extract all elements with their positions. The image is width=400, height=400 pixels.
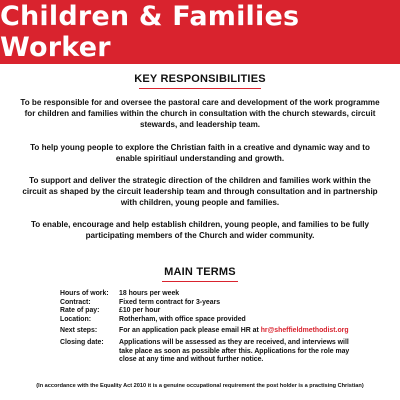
term-label: Rate of pay: xyxy=(60,307,100,315)
term-label: Hours of work: xyxy=(60,290,109,297)
responsibilities-heading-underline xyxy=(139,88,261,89)
term-label: Closing date: xyxy=(60,338,104,346)
responsibility-paragraph: To help young people to explore the Christian faith in a creative and dynamic way and to enable spiritiaul understanding and growth. xyxy=(30,143,370,163)
terms-table xyxy=(60,290,350,365)
page-title: Children & Families Worker xyxy=(0,1,300,63)
terms-row xyxy=(60,316,350,325)
terms-row xyxy=(60,324,350,336)
terms-row xyxy=(60,336,350,365)
responsibility-paragraph: To be responsible for and oversee the pastoral care and development of the work programme for children and families within the church in consultation with the church stewards, circuit stewards, and leadership team. xyxy=(20,98,380,129)
term-value: 18 hours per week xyxy=(119,290,180,297)
equality-act-note: (In accordance with the Equality Act 2010 it is a genuine occupational requirement the post holder is a practising Christian) xyxy=(36,383,364,389)
responsibility-paragraph: To enable, encourage and help establish children, young people, and families to be fully participating members of the Church and wider community. xyxy=(30,220,370,240)
title-banner xyxy=(0,0,400,64)
hr-email-link[interactable]: hr@sheffieldmethodist.org xyxy=(260,327,349,335)
term-value: Fixed term contract for 3-years xyxy=(119,298,221,306)
terms-row xyxy=(60,299,350,308)
term-label: Location: xyxy=(60,315,92,323)
terms-row xyxy=(60,307,350,316)
term-value: Applications will be assessed as they are received, and interviews will take place as soon as possible after this. Applications for the role may close at any time and without further notice. xyxy=(119,338,350,364)
responsibility-paragraph: To support and deliver the strategic direction of the children and families work within the circuit as shaped by the circuit leadership team and through consultation and in partnership with children, young people and families. xyxy=(22,176,378,207)
term-value: £10 per hour xyxy=(119,307,161,315)
responsibilities-heading: KEY RESPONSIBILITIES xyxy=(134,73,266,85)
terms-heading: MAIN TERMS xyxy=(164,266,236,278)
term-label: Next steps: xyxy=(60,327,98,335)
term-label: Contract: xyxy=(60,298,91,306)
term-value xyxy=(119,324,350,336)
terms-heading-underline xyxy=(162,281,238,282)
terms-row xyxy=(60,290,350,299)
term-value: Rotherham, with office space provided xyxy=(119,315,246,323)
next-steps-text: For an application pack please email HR at xyxy=(119,327,261,335)
